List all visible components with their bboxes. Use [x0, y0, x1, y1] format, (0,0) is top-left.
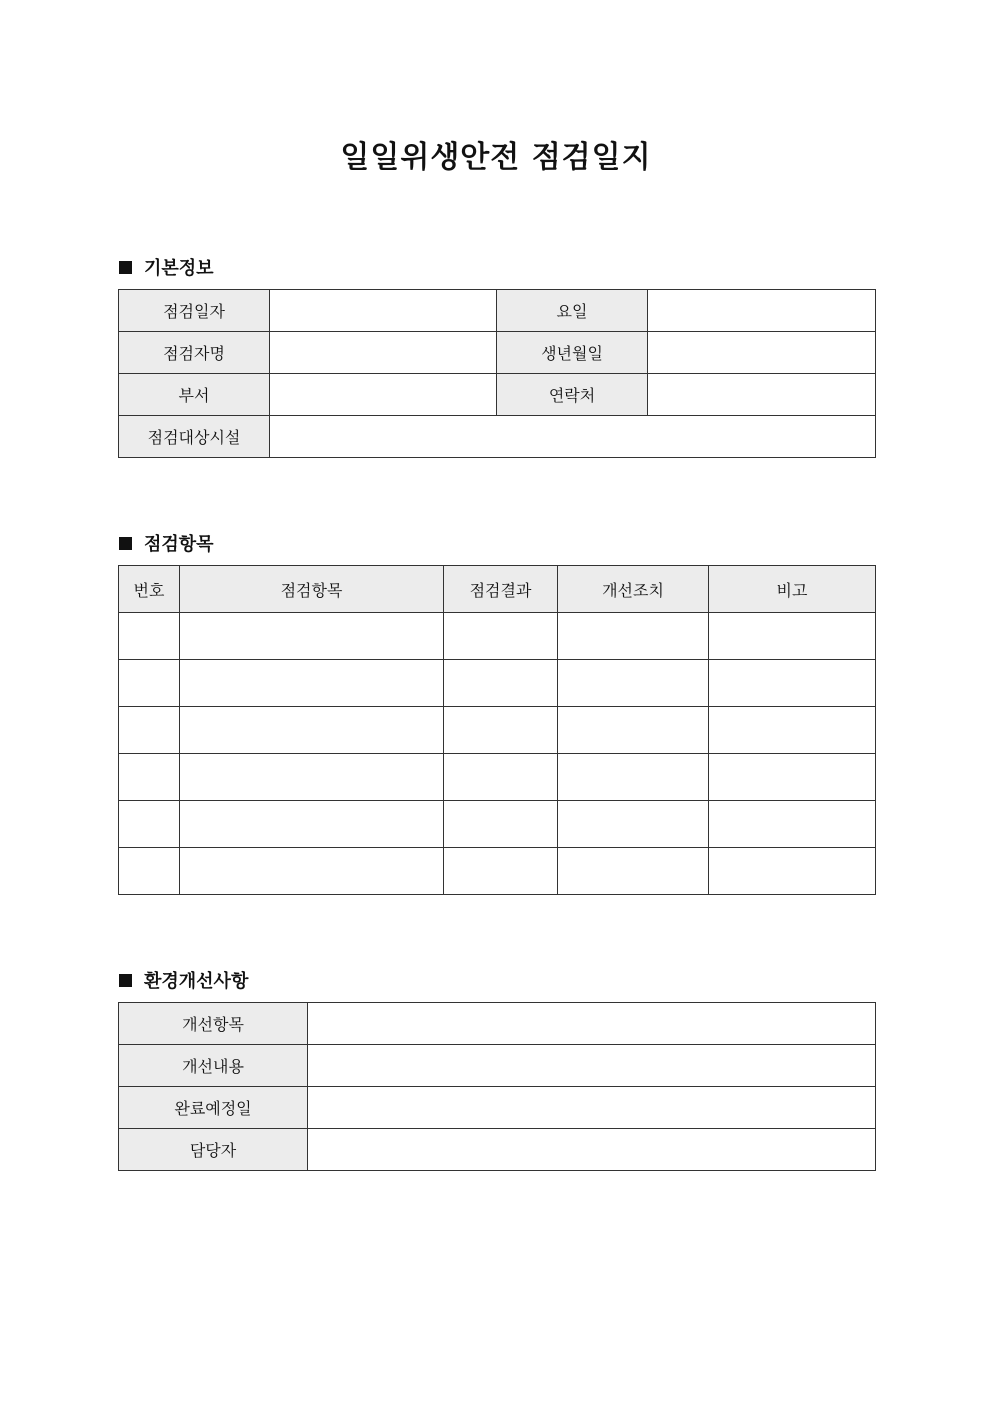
improvement-content-field[interactable] [308, 1045, 876, 1087]
table-row [119, 707, 876, 754]
facility-field[interactable] [270, 416, 876, 458]
number-cell[interactable] [119, 660, 180, 707]
inspector-name-field[interactable] [270, 332, 497, 374]
remarks-cell[interactable] [709, 801, 876, 848]
table-row [119, 613, 876, 660]
result-cell[interactable] [444, 707, 558, 754]
table-header-row [119, 566, 876, 613]
person-in-charge-label: 담당자 [119, 1129, 308, 1171]
basic-info-table [118, 289, 876, 458]
basic-info-heading [119, 254, 214, 280]
department-field[interactable] [270, 374, 497, 416]
inspection-date-field[interactable] [270, 290, 497, 332]
result-cell[interactable] [444, 848, 558, 895]
table-row [119, 290, 876, 332]
person-in-charge-field[interactable] [308, 1129, 876, 1171]
item-cell[interactable] [180, 848, 444, 895]
table-row [119, 416, 876, 458]
improvement-table [118, 1002, 876, 1171]
number-cell[interactable] [119, 848, 180, 895]
action-cell[interactable] [558, 848, 709, 895]
contact-field[interactable] [648, 374, 876, 416]
action-cell[interactable] [558, 754, 709, 801]
basic-info-heading-label: 기본정보 [144, 258, 214, 279]
number-cell[interactable] [119, 707, 180, 754]
column-header-number: 번호 [119, 566, 180, 613]
department-label: 부서 [119, 374, 270, 416]
birthdate-label: 생년월일 [497, 332, 648, 374]
number-cell[interactable] [119, 754, 180, 801]
action-cell[interactable] [558, 613, 709, 660]
number-cell[interactable] [119, 801, 180, 848]
result-cell[interactable] [444, 660, 558, 707]
remarks-cell[interactable] [709, 707, 876, 754]
inspector-name-label: 점검자명 [119, 332, 270, 374]
item-cell[interactable] [180, 801, 444, 848]
weekday-label: 요일 [497, 290, 648, 332]
result-cell[interactable] [444, 801, 558, 848]
contact-label: 연락처 [497, 374, 648, 416]
table-row [119, 1087, 876, 1129]
item-cell[interactable] [180, 754, 444, 801]
weekday-field[interactable] [648, 290, 876, 332]
item-cell[interactable] [180, 707, 444, 754]
completion-date-label: 완료예정일 [119, 1087, 308, 1129]
result-cell[interactable] [444, 754, 558, 801]
square-bullet-icon [119, 974, 132, 987]
improvement-item-field[interactable] [308, 1003, 876, 1045]
number-cell[interactable] [119, 613, 180, 660]
column-header-result: 점검결과 [444, 566, 558, 613]
completion-date-field[interactable] [308, 1087, 876, 1129]
remarks-cell[interactable] [709, 660, 876, 707]
item-cell[interactable] [180, 660, 444, 707]
remarks-cell[interactable] [709, 754, 876, 801]
table-row [119, 1045, 876, 1087]
column-header-action: 개선조치 [558, 566, 709, 613]
check-items-table [118, 565, 876, 895]
item-cell[interactable] [180, 613, 444, 660]
page-title: 일일위생안전 점검일지 [340, 140, 652, 175]
inspection-date-label: 점검일자 [119, 290, 270, 332]
table-row [119, 801, 876, 848]
remarks-cell[interactable] [709, 613, 876, 660]
birthdate-field[interactable] [648, 332, 876, 374]
table-row [119, 660, 876, 707]
check-items-heading-label: 점검항목 [144, 534, 214, 555]
action-cell[interactable] [558, 660, 709, 707]
table-row [119, 374, 876, 416]
table-row [119, 1003, 876, 1045]
check-items-heading [119, 530, 214, 556]
column-header-item: 점검항목 [180, 566, 444, 613]
table-row [119, 848, 876, 895]
improvement-content-label: 개선내용 [119, 1045, 308, 1087]
action-cell[interactable] [558, 707, 709, 754]
table-row [119, 754, 876, 801]
improvement-item-label: 개선항목 [119, 1003, 308, 1045]
remarks-cell[interactable] [709, 848, 876, 895]
table-row [119, 332, 876, 374]
square-bullet-icon [119, 537, 132, 550]
improvement-heading [119, 967, 248, 993]
action-cell[interactable] [558, 801, 709, 848]
column-header-remarks: 비고 [709, 566, 876, 613]
improvement-heading-label: 환경개선사항 [144, 971, 249, 992]
facility-label: 점검대상시설 [119, 416, 270, 458]
table-row [119, 1129, 876, 1171]
result-cell[interactable] [444, 613, 558, 660]
square-bullet-icon [119, 261, 132, 274]
